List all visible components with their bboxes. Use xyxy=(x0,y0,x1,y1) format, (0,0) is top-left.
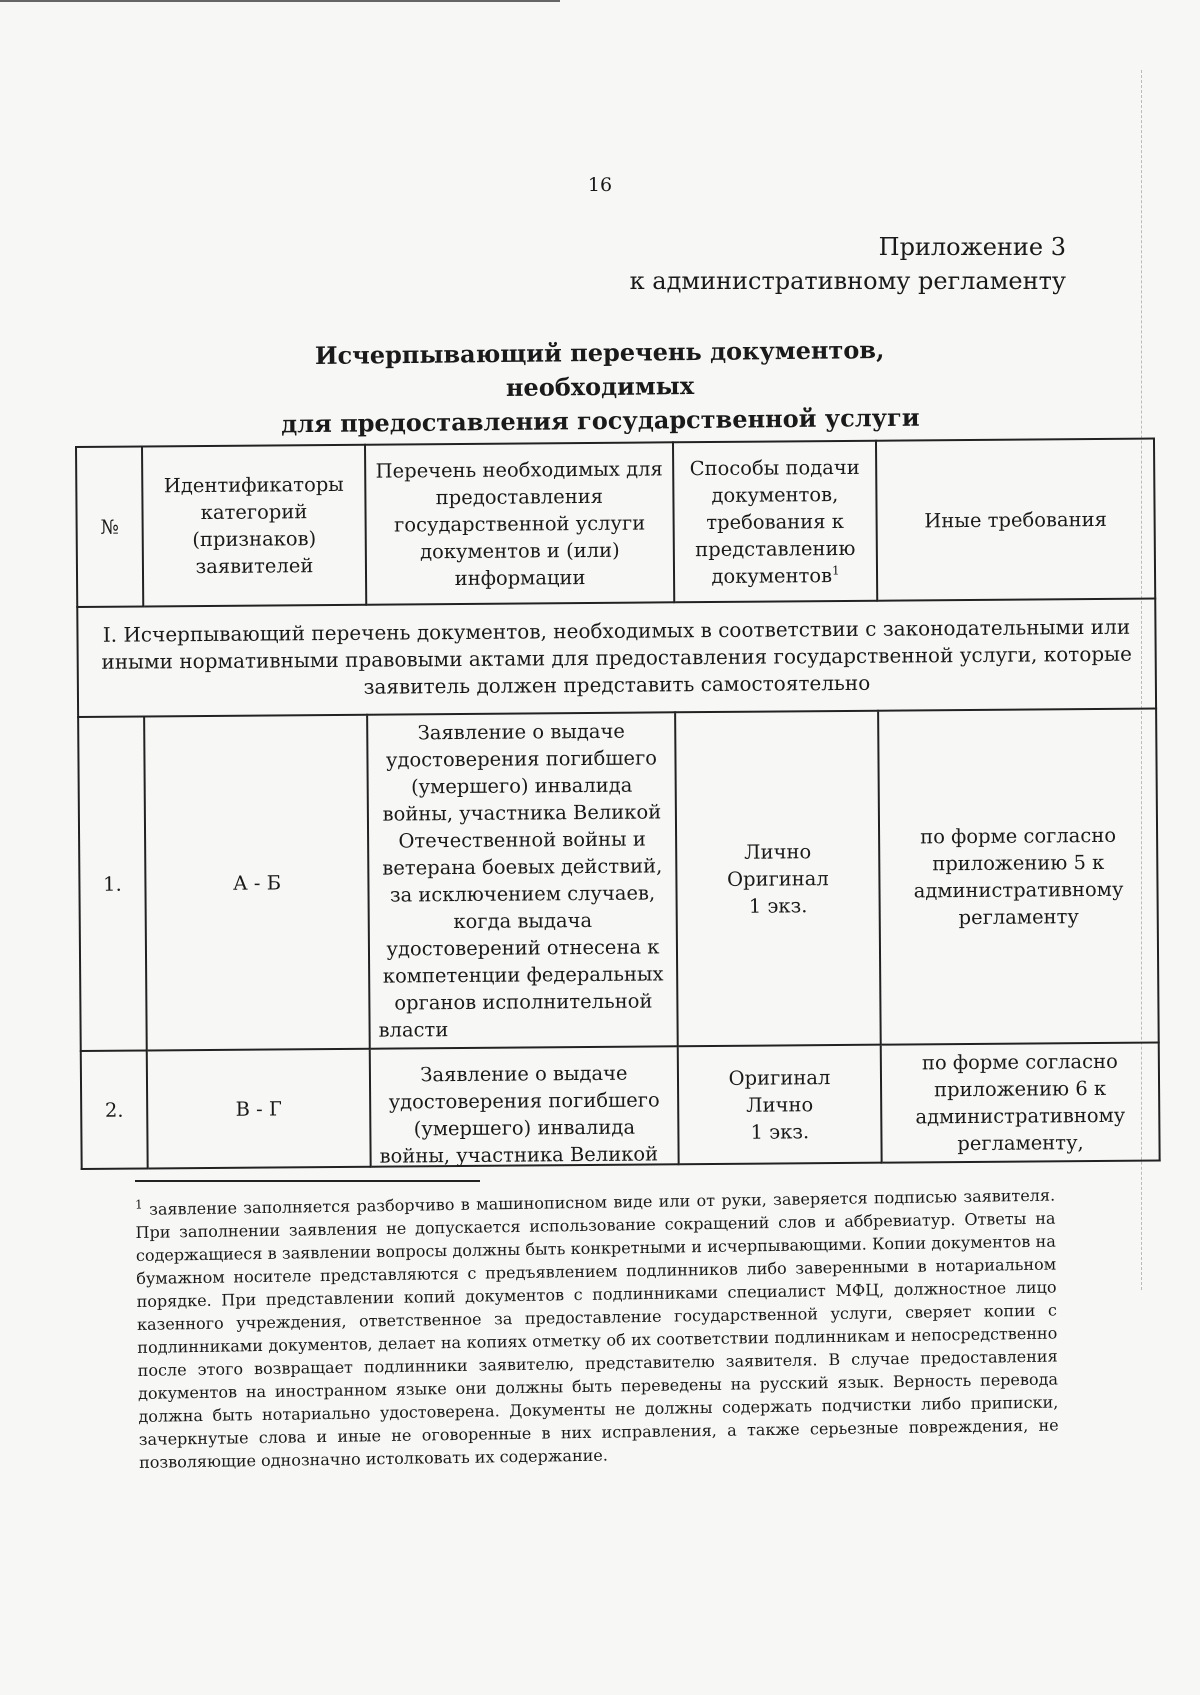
method-line: Лично xyxy=(744,839,812,864)
section-row xyxy=(77,599,1156,717)
header-documents: Перечень необходимых для предоставления государственной услуги документов и (или) информации xyxy=(365,442,674,604)
row-document-text: Заявление о выдаче удостоверения погибшего (умершего) инвалида войны, участника Великой xyxy=(379,1061,660,1168)
table-header-row xyxy=(76,439,1155,607)
header-num: № xyxy=(76,446,143,607)
table-row xyxy=(81,1043,1160,1169)
footnote-marker: 1 xyxy=(134,1197,143,1212)
appendix-line-2: к административному регламенту xyxy=(629,267,1066,295)
footnote-ref: 1 xyxy=(831,562,840,578)
footnote-text: заявление заполняется разборчиво в машинописном виде или от руки, заверяется подписью заявителя. При заполнении заявления не допускается использование сокращений слов и аббревиатур. Ответы на содержащиеся в заявлении вопросы должны быть конкретными и исчерпывающими. Копии документов на бумажном носителе представляются с предъявлением подлинников либо заверенными в нотариальном порядке. При представлении копий документов с подлинниками специалист МФЦ, должностное лицо казенного учреждения, ответственное за предоставление государственной услуги, сверяет копии с подлинниками документов, делает на копиях отметку об их соответствии подлинникам и непосредственно после этого возвращает подлинники заявителю, представителю заявителя. В случае предоставления документов на иностранном языке они должны быть переведены на русский язык. Верность перевода должна быть нотариально удостоверена. Документы не должны содержать подчистки либо приписки, зачеркнутые слова и иные не оговоренные в них исправления, а также серьезные повреждения, не позволяющие однозначно истолковать их содержание. xyxy=(135,1185,1059,1472)
row-num: 1. xyxy=(78,716,147,1051)
method-line: 1 экз. xyxy=(750,1119,810,1144)
documents-table xyxy=(75,438,1161,1170)
table-row xyxy=(78,709,1159,1051)
title-line-1: Исчерпывающий перечень документов, необходимых xyxy=(314,335,885,402)
row-document: Заявление о выдаче удостоверения погибшего (умершего) инвалида войны, участника Великой Отечественной войны и ветерана боевых действий, за исключением случаев, когда выдача удостоверений отнесена к компетенции федеральных органов исполнительной власти xyxy=(367,712,678,1048)
method-line: 1 экз. xyxy=(748,893,808,918)
row-num: 2. xyxy=(81,1050,148,1169)
row-category: В - Г xyxy=(147,1049,371,1169)
page-number: 16 xyxy=(587,174,613,196)
method-line: Оригинал xyxy=(726,866,829,891)
header-identifiers: Идентификаторы категорий (признаков) заявителей xyxy=(142,445,366,607)
method-line: Лично xyxy=(746,1092,814,1117)
scan-edge-line xyxy=(0,0,560,2)
appendix-caption xyxy=(630,230,1066,298)
footnote-separator xyxy=(135,1180,480,1182)
header-methods xyxy=(673,441,877,603)
header-methods-text: Способы подачи документов, требования к представлению документов xyxy=(689,455,860,588)
row-method xyxy=(675,711,881,1047)
header-other: Иные требования xyxy=(876,439,1155,601)
row-other: по форме согласно приложению 5 к административному регламенту xyxy=(878,709,1159,1045)
row-other: по форме согласно приложению 6 к административному регламенту, xyxy=(881,1043,1160,1163)
row-method xyxy=(678,1045,882,1165)
method-line: Оригинал xyxy=(728,1065,831,1090)
section-title: I. Исчерпывающий перечень документов, необходимых в соответствии с законодательными или иными нормативными правовыми актами для предоставления государственной услуги, которые заявитель должен представить самостоятельно xyxy=(77,599,1156,717)
document-title xyxy=(229,332,970,442)
footnote xyxy=(135,1184,1059,1474)
title-line-2: для предоставления государственной услуги xyxy=(280,402,920,439)
row-document xyxy=(370,1046,679,1166)
row-category: А - Б xyxy=(144,715,370,1051)
appendix-line-1: Приложение 3 xyxy=(878,233,1066,261)
